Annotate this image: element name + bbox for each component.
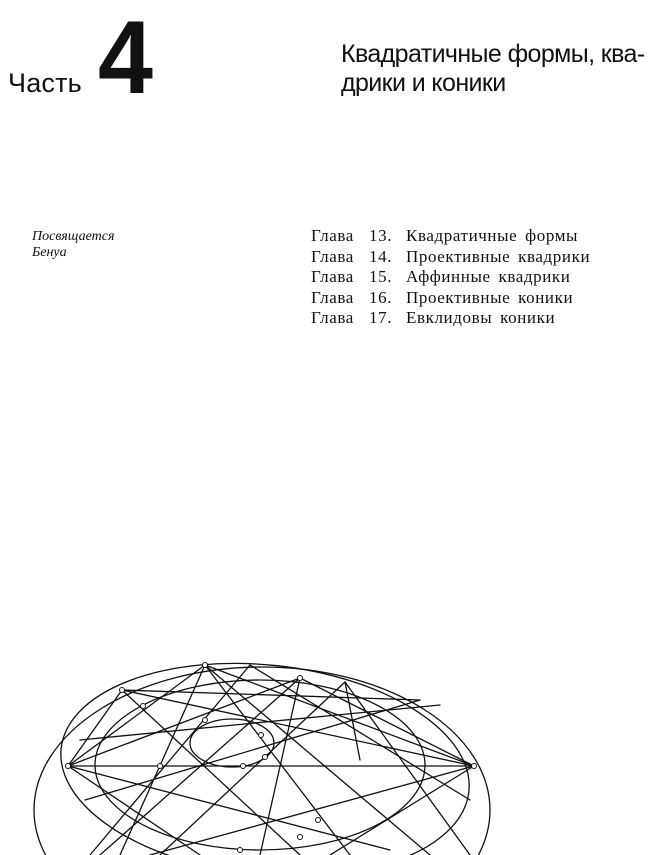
- chapter-number: 14.: [369, 246, 393, 266]
- dedication-line-1: Посвящается: [32, 229, 115, 244]
- dedication-line-2: Бенуа: [32, 245, 67, 260]
- chapter-title: Проективные квадрики: [406, 246, 591, 266]
- part-number: 4: [98, 0, 153, 116]
- conic-figure-lines: [34, 644, 490, 855]
- chapter-label: Глава: [311, 246, 354, 266]
- chapter-number: 15.: [369, 267, 393, 286]
- part-title-line-2: дрики и коники: [341, 69, 506, 97]
- part-title-line-1: Квадратичные формы, ква-: [341, 40, 645, 68]
- chapter-title: Квадратичные формы: [406, 226, 579, 245]
- chapter-title: Евклидовы коники: [406, 308, 556, 327]
- chapter-label: Глава: [311, 226, 354, 245]
- chapter-number: 17.: [369, 308, 393, 327]
- chapter-number: 13.: [369, 226, 393, 245]
- chapter-label: Глава: [311, 267, 354, 286]
- chapter-number: 16.: [369, 287, 393, 307]
- chapter-label: Глава: [311, 287, 354, 307]
- part-label: Часть: [8, 68, 82, 98]
- chapter-label: Глава: [311, 308, 354, 327]
- chapter-title: Аффинные квадрики: [406, 267, 571, 286]
- chapter-title: Проективные коники: [406, 287, 574, 307]
